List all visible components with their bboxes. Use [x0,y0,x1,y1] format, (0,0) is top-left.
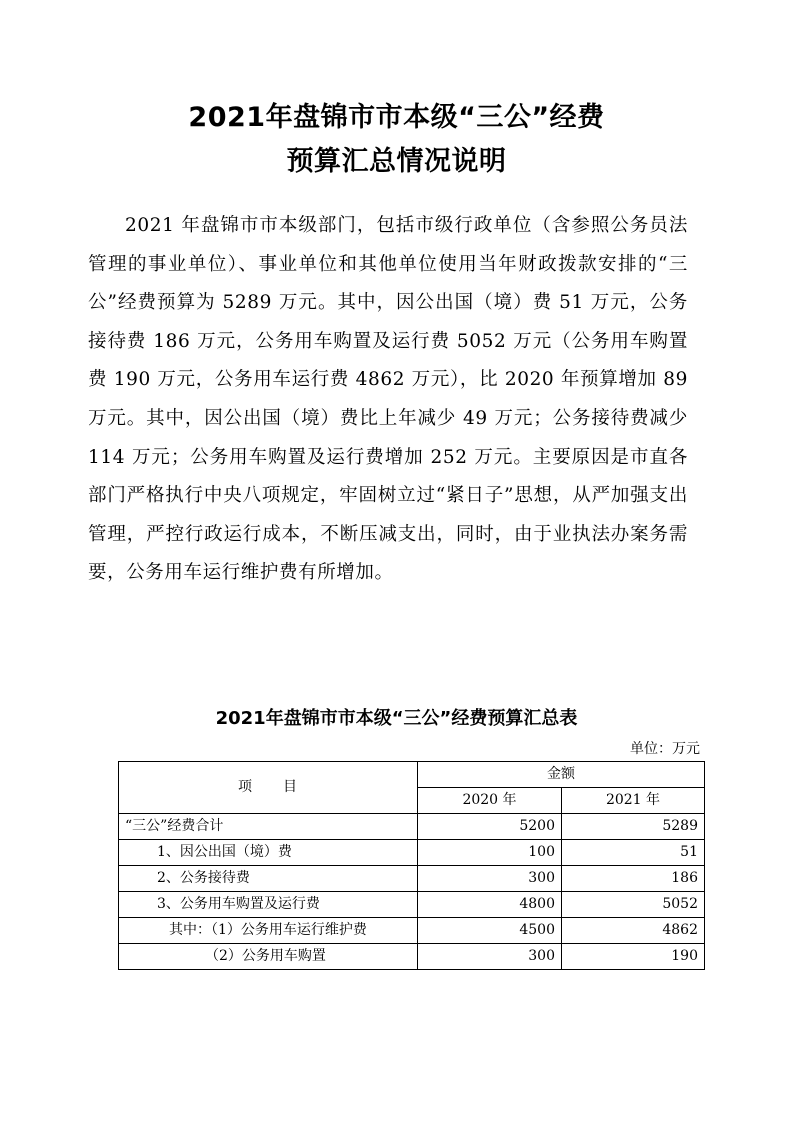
budget-table [118,761,705,970]
document-title-line2: 预算汇总情况说明 [286,146,507,177]
document-title-line1: 2021年盘锦市市本级“三公”经费 [188,102,605,133]
explanation-paragraph: 2021 年盘锦市市本级部门，包括市级行政单位（含参照公务员法管理的事业单位）、事业单位和其他单位使用当年财政拨款安排的“三公”经费预算为 5289 万元。其中，因公出国（境）费 51 万元，公务接待费 186 万元，公务用车购置及运行费 5052 万元（公务用车购置费 190 万元，公务用车运行费 4862 万元），比 2020 年预算增加 89 万元。其中，因公出国（境）费比上年减少 49 万元；公务接待费减少 114 万元；公务用车购置及运行费增加 252 万元。主要原因是市直各部门严格执行中央八项规定，牢固树立过“紧日子”思想，从严加强支出管理，严控行政运行成本，不断压减支出，同时，由于业执法办案务需要，公务用车运行维护费有所增加。 [88,215,688,584]
row-value-2020: 300 [418,944,562,970]
row-label-overseas: 1、因公出国（境）费 [119,840,418,866]
header-2020: 2020 年 [418,788,562,814]
table-row [119,866,705,892]
table-row [119,944,705,970]
row-value-2021: 51 [562,840,705,866]
table-row [119,918,705,944]
row-label-vehicles: 3、公务用车购置及运行费 [119,892,418,918]
row-label-total: “三公”经费合计 [119,814,418,840]
header-amount: 金额 [418,762,705,788]
row-value-2021: 4862 [562,918,705,944]
row-label-vehicle-purchase: （2）公务用车购置 [119,944,418,970]
row-value-2020: 4500 [418,918,562,944]
table-header-row [119,762,705,788]
header-2021: 2021 年 [562,788,705,814]
row-value-2021: 186 [562,866,705,892]
body-text [88,207,688,593]
row-value-2020: 5200 [418,814,562,840]
unit-label: 单位：万元 [630,741,700,757]
row-value-2020: 100 [418,840,562,866]
table-title: 2021年盘锦市市本级“三公”经费预算汇总表 [215,708,578,729]
table-row [119,892,705,918]
row-label-vehicle-operation: 其中：（1）公务用车运行维护费 [119,918,418,944]
row-value-2020: 4800 [418,892,562,918]
row-label-reception: 2、公务接待费 [119,866,418,892]
row-value-2021: 5052 [562,892,705,918]
row-value-2021: 5289 [562,814,705,840]
row-value-2020: 300 [418,866,562,892]
row-value-2021: 190 [562,944,705,970]
header-item: 项 目 [119,762,418,814]
table-row [119,840,705,866]
table-row [119,814,705,840]
